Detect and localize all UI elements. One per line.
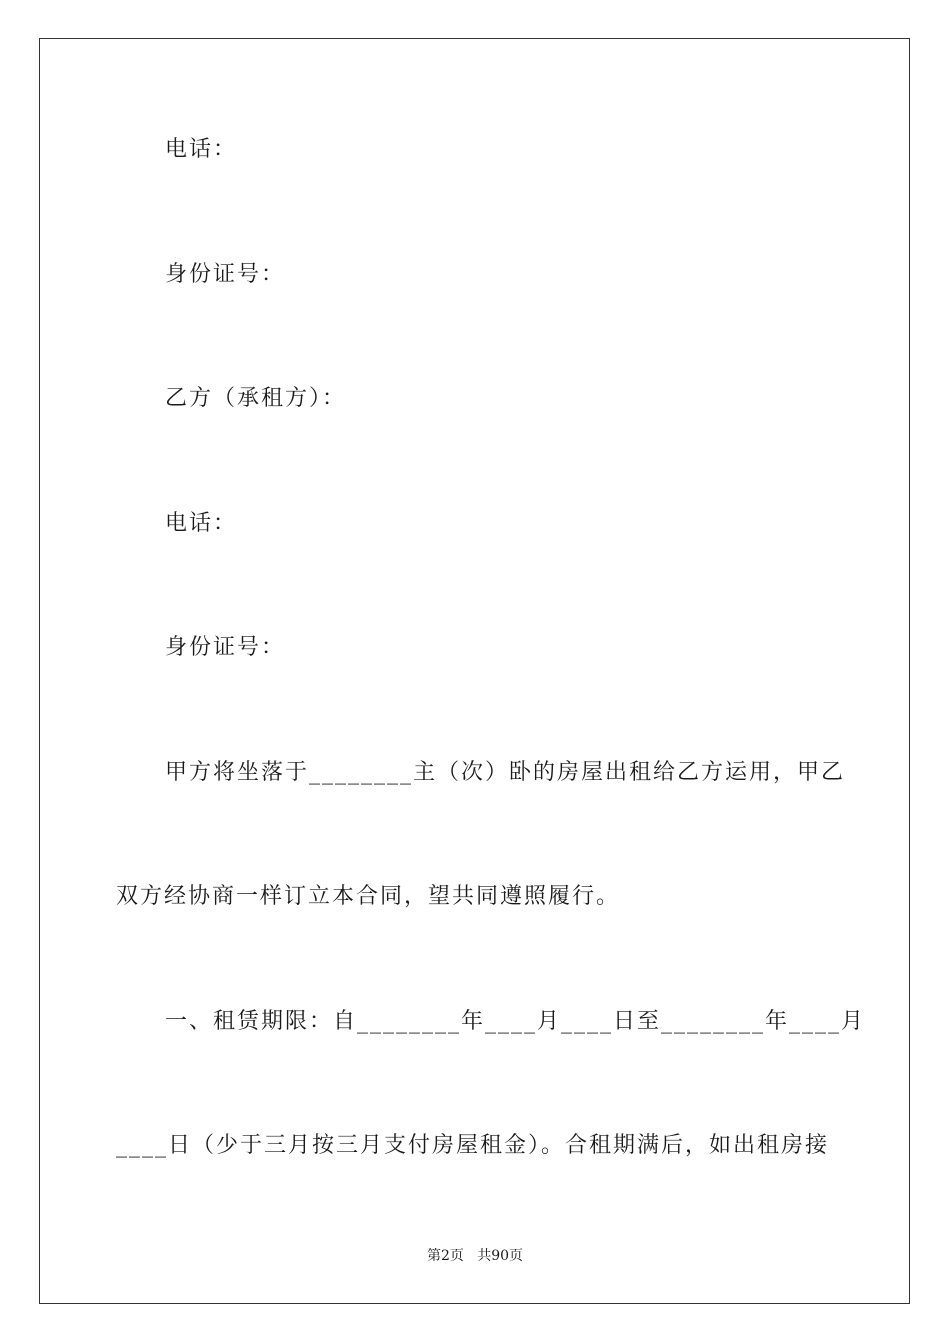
page-number-footer: 第2页 共90页	[426, 1248, 524, 1264]
id-number-label-party-b: 身份证号：	[165, 635, 286, 660]
phone-label-party-b: 电话：	[165, 511, 238, 536]
term-paragraph-line-1: 一、租赁期限：自________年____月____日至________年____月	[165, 1009, 866, 1034]
id-number-label-party-a: 身份证号：	[165, 262, 286, 287]
phone-label-party-a: 电话：	[165, 137, 238, 162]
page-border	[39, 38, 910, 1304]
term-paragraph-line-2: ____日（少于三月按三月支付房屋租金）。合租期满后，如出租房接	[116, 1133, 830, 1158]
lease-paragraph-line-2: 双方经协商一样订立本合同，望共同遵照履行。	[116, 884, 621, 909]
lease-paragraph-line-1: 甲方将坐落于________主（次）卧的房屋出租给乙方运用，甲乙	[165, 760, 846, 785]
party-b-label: 乙方（承租方）：	[165, 386, 347, 411]
